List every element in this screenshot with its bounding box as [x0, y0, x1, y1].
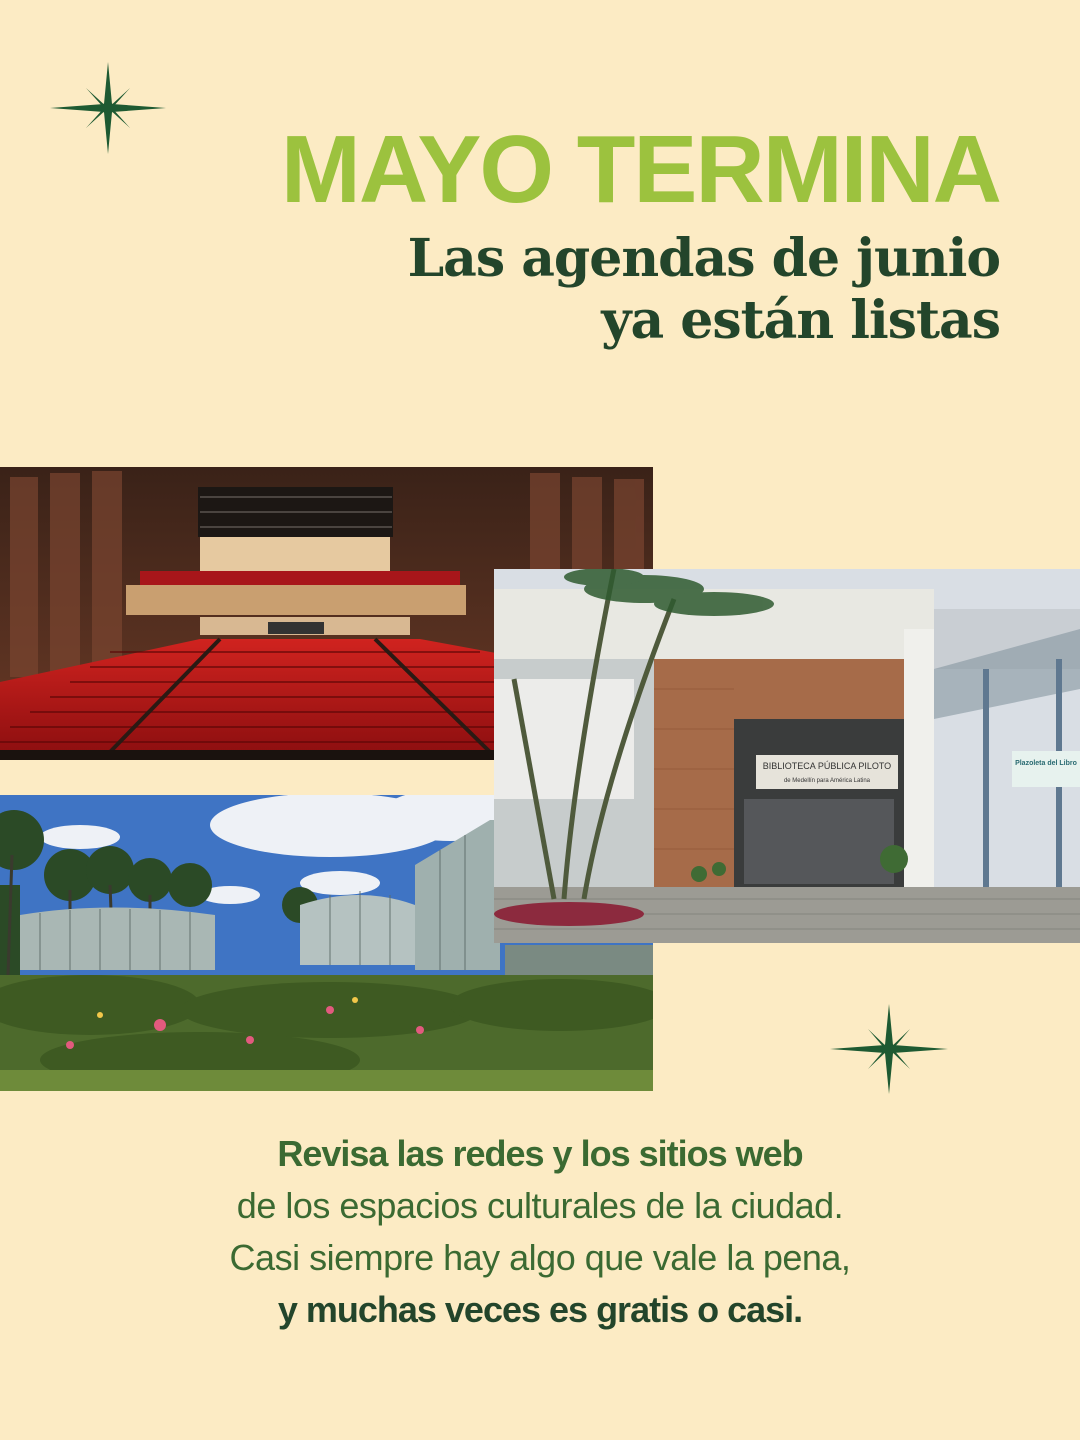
subtitle-line-2: ya están listas	[601, 290, 1000, 351]
library-sign-name: BIBLIOTECA PÚBLICA PILOTO	[762, 761, 892, 771]
sparkle-icon	[830, 1004, 948, 1094]
sparkle-icon	[50, 62, 166, 154]
footer-line-3: Casi siempre hay algo que vale la pena,	[229, 1237, 851, 1278]
library-banner-text: Plazoleta del Libro	[1015, 760, 1077, 767]
library-sign-subtitle: de Medellín para América Latina	[783, 778, 871, 784]
page-title: MAYO TERMINA	[280, 116, 1000, 223]
page-subtitle	[408, 228, 1000, 352]
footer-message	[0, 1128, 1080, 1336]
subtitle-line-1: Las agendas de junio	[407, 228, 1000, 289]
footer-line-2: de los espacios culturales de la ciudad.	[236, 1185, 844, 1226]
library-photo	[494, 569, 1080, 943]
footer-line-1: Revisa las redes y los sitios web	[277, 1133, 803, 1174]
footer-line-4: y muchas veces es gratis o casi.	[277, 1289, 803, 1330]
